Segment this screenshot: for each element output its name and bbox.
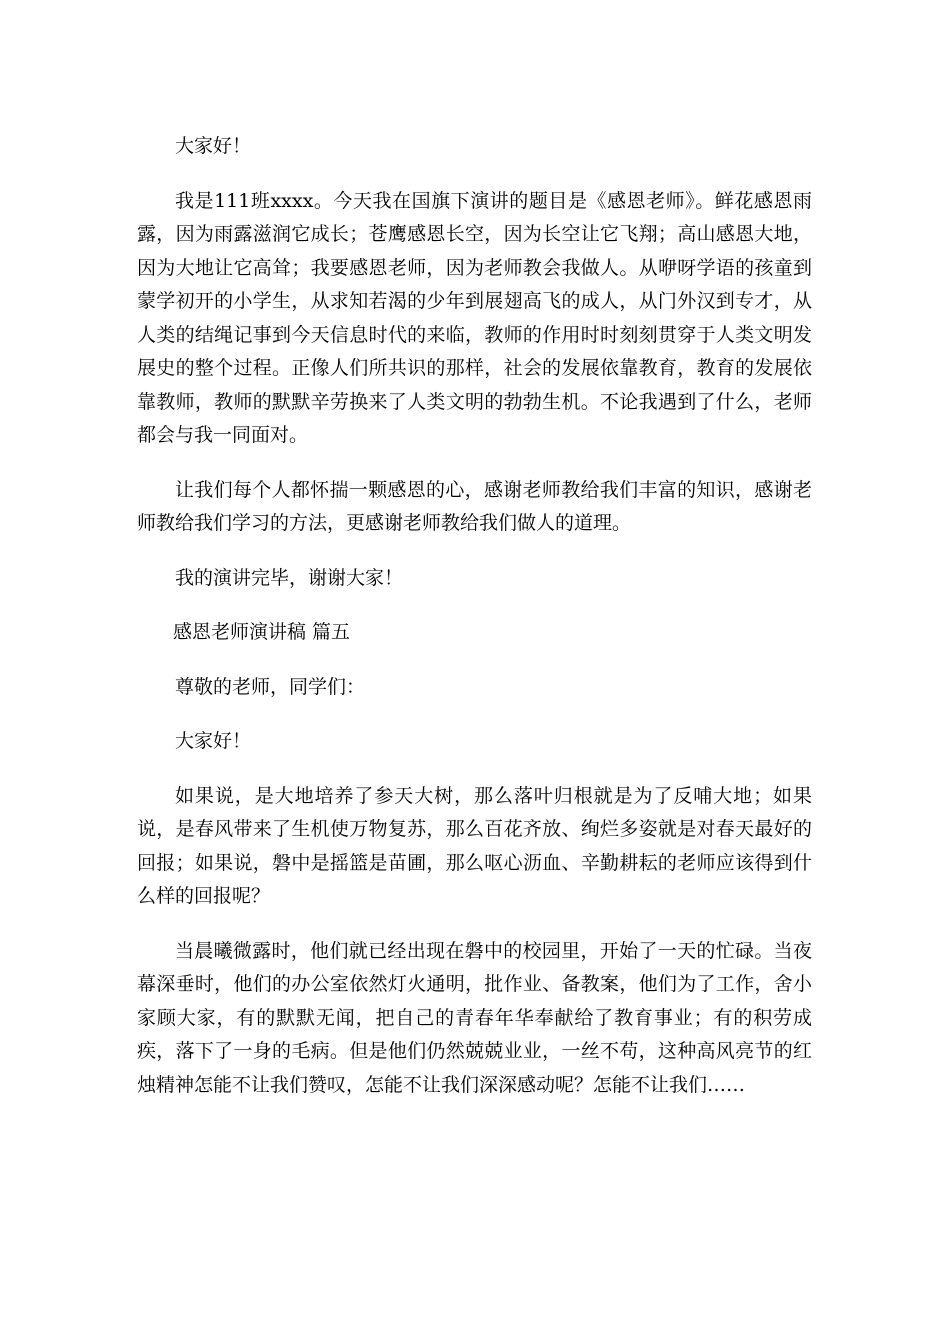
body-paragraph: 让我们每个人都怀揣一颗感恩的心，感谢老师教给我们丰富的知识，感谢老师教给我们学习的方法，更感谢老师教给我们做人的道理。	[137, 478, 812, 534]
body-paragraph: 我是111班xxxx。今天我在国旗下演讲的题目是《感恩老师》。鲜花感恩雨露，因为雨露滋润它成长；苍鹰感恩长空，因为长空让它飞翔；高山感恩大地，因为大地让它高耸；我要感恩老师，因为老师教会我做人。从咿呀学语的孩童到蒙学初开的小学生，从求知若渴的少年到展翅高飞的成人，从门外汉到专才，从人类的结绳记事到今天信息时代的来临，教师的作用时时刻刻贯穿于人类文明发展史的整个过程。正像人们所共识的那样，社会的发展依靠教育，教育的发展依靠教师，教师的默默辛劳换来了人类文明的勃勃生机。不论我遇到了什么，老师都会与我一同面对。	[137, 189, 812, 446]
body-paragraph: 如果说，是大地培养了参天大树，那么落叶归根就是为了反哺大地；如果说，是春风带来了生机使万物复苏，那么百花齐放、绚烂多姿就是对春天最好的回报；如果说，磐中是摇篮是苗圃，那么呕心沥血、辛勤耕耘的老师应该得到什么样的回报呢？	[137, 784, 812, 907]
body-paragraph: 当晨曦微露时，他们就已经出现在磐中的校园里，开始了一天的忙碌。当夜幕深垂时，他们的办公室依然灯火通明，批作业、备教案，他们为了工作，舍小家顾大家，有的默默无闻，把自己的青春年华奉献给了教育事业；有的积劳成疾，落下了一身的毛病。但是他们仍然兢兢业业，一丝不苟，这种高风亮节的红烛精神怎能不让我们赞叹，怎能不让我们深深感动呢？怎能不让我们……	[137, 939, 812, 1096]
greeting-paragraph: 大家好！	[175, 730, 252, 752]
section-heading: 感恩老师演讲稿 篇五	[173, 621, 351, 643]
closing-paragraph: 我的演讲完毕，谢谢大家！	[175, 566, 404, 589]
greeting-paragraph: 大家好！	[175, 135, 252, 157]
salutation-paragraph: 尊敬的老师，同学们：	[175, 675, 366, 698]
document-body	[137, 130, 812, 1123]
